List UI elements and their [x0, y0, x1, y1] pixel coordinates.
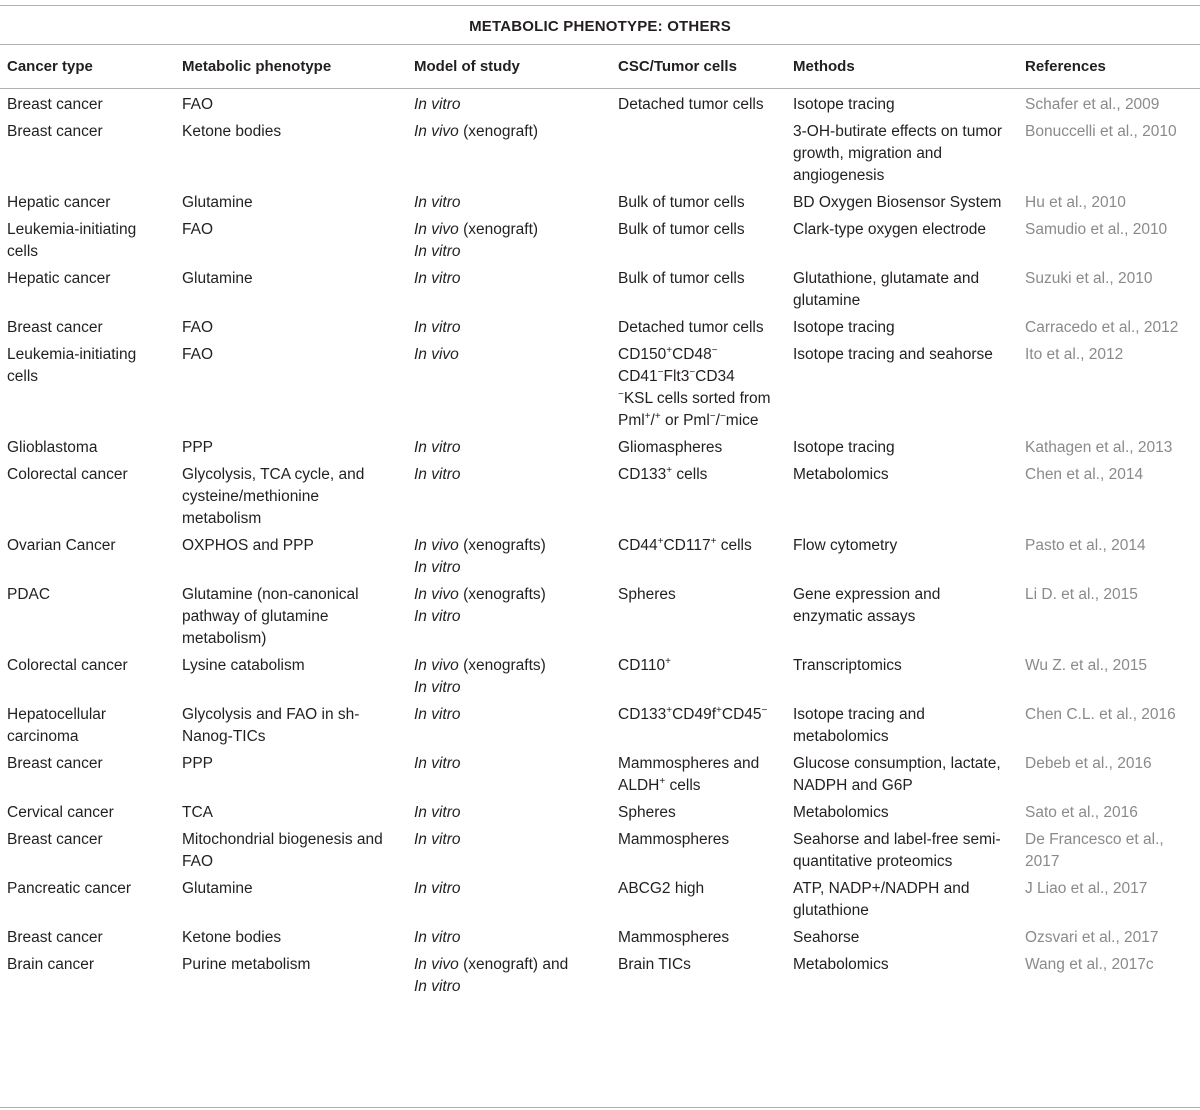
- model-line: [414, 219, 603, 241]
- cell-methods: Seahorse and label-free semi-quantitative proteomics: [793, 831, 1001, 870]
- cell-reference: Hu et al., 2010: [1025, 194, 1126, 211]
- cell-methods: Glutathione, glutamate and glutamine: [793, 270, 980, 309]
- cell-cancer-type: Colorectal cancer: [7, 466, 128, 483]
- model-italic: In vitro: [414, 559, 461, 576]
- cell-metabolic-phenotype: FAO: [182, 319, 214, 336]
- cell-cancer-type: Pancreatic cancer: [7, 880, 132, 897]
- cell-model-of-study: [407, 88, 611, 117]
- table-row: [0, 923, 1200, 950]
- model-line: [414, 94, 603, 116]
- model-italic: In vitro: [414, 439, 461, 456]
- cell-csc-tumor-cells: Detached tumor cells: [618, 96, 764, 113]
- cell-methods: Metabolomics: [793, 956, 889, 973]
- cell-methods: Isotope tracing: [793, 319, 895, 336]
- model-line: [414, 606, 603, 628]
- model-italic: In vitro: [414, 679, 461, 696]
- model-qualifier: (xenograft) and: [458, 956, 569, 973]
- cell-methods: Isotope tracing and metabolomics: [793, 706, 925, 745]
- cell-csc-tumor-cells: Brain TICs: [618, 956, 691, 973]
- model-italic: In vitro: [414, 194, 461, 211]
- model-line: [414, 557, 603, 579]
- cell-csc-tumor-cells: Gliomaspheres: [618, 439, 723, 456]
- cell-cancer-type: Hepatic cancer: [7, 194, 111, 211]
- model-italic: In vitro: [414, 466, 461, 483]
- phenotype-table: [0, 44, 1200, 999]
- table-row: [0, 340, 1200, 433]
- cell-metabolic-phenotype: Glutamine: [182, 194, 253, 211]
- cell-csc-tumor-cells: CD110+: [618, 656, 671, 674]
- cell-cancer-type: Hepatocellular carcinoma: [7, 706, 107, 745]
- model-line: [414, 655, 603, 677]
- model-italic: In vitro: [414, 706, 461, 723]
- cell-model-of-study: [407, 117, 611, 188]
- cell-metabolic-phenotype: FAO: [182, 96, 214, 113]
- model-qualifier: (xenograft): [458, 123, 539, 140]
- cell-csc-tumor-cells: Mammospheres and ALDH+ cells: [618, 755, 760, 794]
- cell-model-of-study: [407, 313, 611, 340]
- cell-metabolic-phenotype: Glutamine: [182, 880, 253, 897]
- cell-cancer-type: Colorectal cancer: [7, 657, 128, 674]
- cell-cancer-type: Brain cancer: [7, 956, 95, 973]
- cell-csc-tumor-cells: Bulk of tumor cells: [618, 221, 745, 238]
- cell-reference: Wu Z. et al., 2015: [1025, 657, 1148, 674]
- table-title: METABOLIC PHENOTYPE: OTHERS: [469, 18, 731, 35]
- cell-csc-tumor-cells: ABCG2 high: [618, 880, 705, 897]
- cell-csc-tumor-cells: Bulk of tumor cells: [618, 194, 745, 211]
- cell-model-of-study: [407, 531, 611, 580]
- cell-methods: Seahorse: [793, 929, 860, 946]
- model-italic: In vivo: [414, 221, 459, 238]
- header-rule: [0, 88, 1200, 89]
- header-cancer-type: Cancer type: [7, 57, 93, 75]
- cell-metabolic-phenotype: PPP: [182, 755, 214, 772]
- cell-cancer-type: Ovarian Cancer: [7, 537, 116, 554]
- model-italic: In vivo: [414, 657, 459, 674]
- model-line: [414, 954, 603, 976]
- model-italic: In vitro: [414, 243, 461, 260]
- cell-model-of-study: [407, 749, 611, 798]
- cell-reference: Ozsvari et al., 2017: [1025, 929, 1159, 946]
- header-row: [0, 44, 1200, 88]
- model-line: [414, 802, 603, 824]
- cell-metabolic-phenotype: TCA: [182, 804, 213, 821]
- cell-model-of-study: [407, 874, 611, 923]
- table-row: [0, 313, 1200, 340]
- cell-metabolic-phenotype: Ketone bodies: [182, 929, 282, 946]
- model-italic: In vivo: [414, 537, 459, 554]
- cell-reference: Bonuccelli et al., 2010: [1025, 123, 1177, 140]
- model-line: [414, 976, 603, 998]
- table-row: [0, 874, 1200, 923]
- table-row: [0, 749, 1200, 798]
- cell-model-of-study: [407, 580, 611, 651]
- model-italic: In vivo: [414, 956, 459, 973]
- model-line: [414, 535, 603, 557]
- cell-reference: Chen et al., 2014: [1025, 466, 1144, 483]
- cell-metabolic-phenotype: Glycolysis, TCA cycle, and cysteine/methionine metabolism: [182, 466, 365, 527]
- cell-model-of-study: [407, 798, 611, 825]
- model-italic: In vivo: [414, 123, 459, 140]
- header-references: References: [1025, 57, 1106, 75]
- model-line: [414, 584, 603, 606]
- cell-reference: Ito et al., 2012: [1025, 346, 1124, 363]
- cell-metabolic-phenotype: Purine metabolism: [182, 956, 311, 973]
- table-row: [0, 117, 1200, 188]
- model-line: [414, 241, 603, 263]
- cell-metabolic-phenotype: PPP: [182, 439, 214, 456]
- cell-reference: Pasto et al., 2014: [1025, 537, 1146, 554]
- cell-reference: Samudio et al., 2010: [1025, 221, 1168, 238]
- header-model-of-study: Model of study: [414, 57, 520, 75]
- cell-reference: Li D. et al., 2015: [1025, 586, 1138, 603]
- cell-cancer-type: Cervical cancer: [7, 804, 114, 821]
- cell-cancer-type: Breast cancer: [7, 755, 103, 772]
- cell-model-of-study: [407, 700, 611, 749]
- cell-model-of-study: [407, 340, 611, 433]
- header-metabolic-phenotype: Metabolic phenotype: [182, 57, 332, 75]
- cell-model-of-study: [407, 950, 611, 999]
- table-row: [0, 798, 1200, 825]
- cell-methods: Isotope tracing: [793, 439, 895, 456]
- cell-model-of-study: [407, 433, 611, 460]
- model-qualifier: (xenografts): [458, 586, 546, 603]
- model-line: [414, 192, 603, 214]
- model-italic: In vitro: [414, 319, 461, 336]
- cell-methods: Glucose consumption, lactate, NADPH and G6P: [793, 755, 1001, 794]
- model-italic: In vitro: [414, 755, 461, 772]
- cell-methods: 3-OH-butirate effects on tumor growth, migration and angiogenesis: [793, 123, 1003, 184]
- cell-metabolic-phenotype: FAO: [182, 221, 214, 238]
- cell-methods: Metabolomics: [793, 804, 889, 821]
- cell-cancer-type: Leukemia-initiating cells: [7, 346, 137, 385]
- cell-reference: Debeb et al., 2016: [1025, 755, 1152, 772]
- table-row: [0, 433, 1200, 460]
- table-row: [0, 188, 1200, 215]
- table-row: [0, 950, 1200, 999]
- cell-reference: Suzuki et al., 2010: [1025, 270, 1153, 287]
- cell-csc-tumor-cells: Mammospheres: [618, 831, 730, 848]
- top-rule: [0, 5, 1200, 6]
- model-italic: In vitro: [414, 831, 461, 848]
- cell-metabolic-phenotype: Glutamine: [182, 270, 253, 287]
- cell-metabolic-phenotype: Mitochondrial biogenesis and FAO: [182, 831, 383, 870]
- cell-reference: Chen C.L. et al., 2016: [1025, 706, 1176, 723]
- table-row: [0, 651, 1200, 700]
- cell-reference: Schafer et al., 2009: [1025, 96, 1160, 113]
- cell-model-of-study: [407, 923, 611, 950]
- cell-methods: Isotope tracing and seahorse: [793, 346, 993, 363]
- table-body: [0, 88, 1200, 999]
- cell-cancer-type: Leukemia-initiating cells: [7, 221, 137, 260]
- cell-model-of-study: [407, 188, 611, 215]
- cell-csc-tumor-cells: Mammospheres: [618, 929, 730, 946]
- cell-csc-tumor-cells: Spheres: [618, 804, 676, 821]
- table-row: [0, 88, 1200, 117]
- cell-metabolic-phenotype: OXPHOS and PPP: [182, 537, 314, 554]
- cell-methods: Flow cytometry: [793, 537, 898, 554]
- cell-methods: Isotope tracing: [793, 96, 895, 113]
- cell-model-of-study: [407, 215, 611, 264]
- table-row: [0, 460, 1200, 531]
- cell-reference: Wang et al., 2017c: [1025, 956, 1154, 973]
- cell-methods: Clark-type oxygen electrode: [793, 221, 986, 238]
- model-italic: In vitro: [414, 270, 461, 287]
- model-line: [414, 753, 603, 775]
- model-qualifier: (xenograft): [458, 221, 539, 238]
- table-row: [0, 580, 1200, 651]
- cell-reference: De Francesco et al., 2017: [1025, 831, 1164, 870]
- model-line: [414, 677, 603, 699]
- table-row: [0, 215, 1200, 264]
- cell-csc-tumor-cells: Detached tumor cells: [618, 319, 764, 336]
- model-italic: In vitro: [414, 929, 461, 946]
- model-italic: In vitro: [414, 804, 461, 821]
- cell-csc-tumor-cells: [611, 117, 786, 188]
- cell-model-of-study: [407, 460, 611, 531]
- cell-cancer-type: Breast cancer: [7, 319, 103, 336]
- model-italic: In vivo: [414, 586, 459, 603]
- model-qualifier: (xenografts): [458, 657, 546, 674]
- cell-methods: BD Oxygen Biosensor System: [793, 194, 1002, 211]
- cell-model-of-study: [407, 264, 611, 313]
- cell-methods: Metabolomics: [793, 466, 889, 483]
- model-line: [414, 344, 603, 366]
- cell-methods: Gene expression and enzymatic assays: [793, 586, 941, 625]
- cell-reference: J Liao et al., 2017: [1025, 880, 1148, 897]
- table-row: [0, 264, 1200, 313]
- cell-methods: ATP, NADP+/NADPH and glutathione: [793, 880, 970, 919]
- model-line: [414, 464, 603, 486]
- model-line: [414, 878, 603, 900]
- model-italic: In vitro: [414, 880, 461, 897]
- model-line: [414, 829, 603, 851]
- model-italic: In vitro: [414, 978, 461, 995]
- table-row: [0, 700, 1200, 749]
- model-italic: In vitro: [414, 96, 461, 113]
- model-qualifier: (xenografts): [458, 537, 546, 554]
- cell-metabolic-phenotype: Lysine catabolism: [182, 657, 305, 674]
- cell-csc-tumor-cells: CD44+CD117+ cells: [618, 536, 752, 554]
- table-row: [0, 825, 1200, 874]
- cell-methods: Transcriptomics: [793, 657, 902, 674]
- cell-reference: Sato et al., 2016: [1025, 804, 1138, 821]
- cell-csc-tumor-cells: Spheres: [618, 586, 676, 603]
- model-line: [414, 927, 603, 949]
- bottom-rule: [0, 1107, 1200, 1108]
- cell-csc-tumor-cells: CD150+CD48− CD41−Flt3−CD34 −KSL cells sorted from Pml+/+ or Pml−/−mice: [618, 345, 771, 429]
- cell-metabolic-phenotype: Ketone bodies: [182, 123, 282, 140]
- cell-csc-tumor-cells: CD133+CD49f+CD45−: [618, 705, 768, 723]
- cell-cancer-type: Hepatic cancer: [7, 270, 111, 287]
- cell-csc-tumor-cells: Bulk of tumor cells: [618, 270, 745, 287]
- cell-model-of-study: [407, 825, 611, 874]
- model-italic: In vivo: [414, 346, 459, 363]
- cell-metabolic-phenotype: Glycolysis and FAO in sh-Nanog-TICs: [182, 706, 360, 745]
- cell-cancer-type: Breast cancer: [7, 831, 103, 848]
- cell-reference: Carracedo et al., 2012: [1025, 319, 1179, 336]
- cell-metabolic-phenotype: FAO: [182, 346, 214, 363]
- cell-model-of-study: [407, 651, 611, 700]
- model-line: [414, 317, 603, 339]
- model-line: [414, 121, 603, 143]
- model-line: [414, 268, 603, 290]
- cell-cancer-type: Glioblastoma: [7, 439, 98, 456]
- table-row: [0, 531, 1200, 580]
- header-csc-tumor-cells: CSC/Tumor cells: [618, 57, 737, 75]
- cell-cancer-type: PDAC: [7, 586, 51, 603]
- cell-cancer-type: Breast cancer: [7, 123, 103, 140]
- header-methods: Methods: [793, 57, 855, 75]
- cell-cancer-type: Breast cancer: [7, 96, 103, 113]
- cell-cancer-type: Breast cancer: [7, 929, 103, 946]
- model-line: [414, 437, 603, 459]
- cell-csc-tumor-cells: CD133+ cells: [618, 465, 708, 483]
- model-line: [414, 704, 603, 726]
- cell-reference: Kathagen et al., 2013: [1025, 439, 1173, 456]
- model-italic: In vitro: [414, 608, 461, 625]
- cell-metabolic-phenotype: Glutamine (non-canonical pathway of glutamine metabolism): [182, 586, 359, 647]
